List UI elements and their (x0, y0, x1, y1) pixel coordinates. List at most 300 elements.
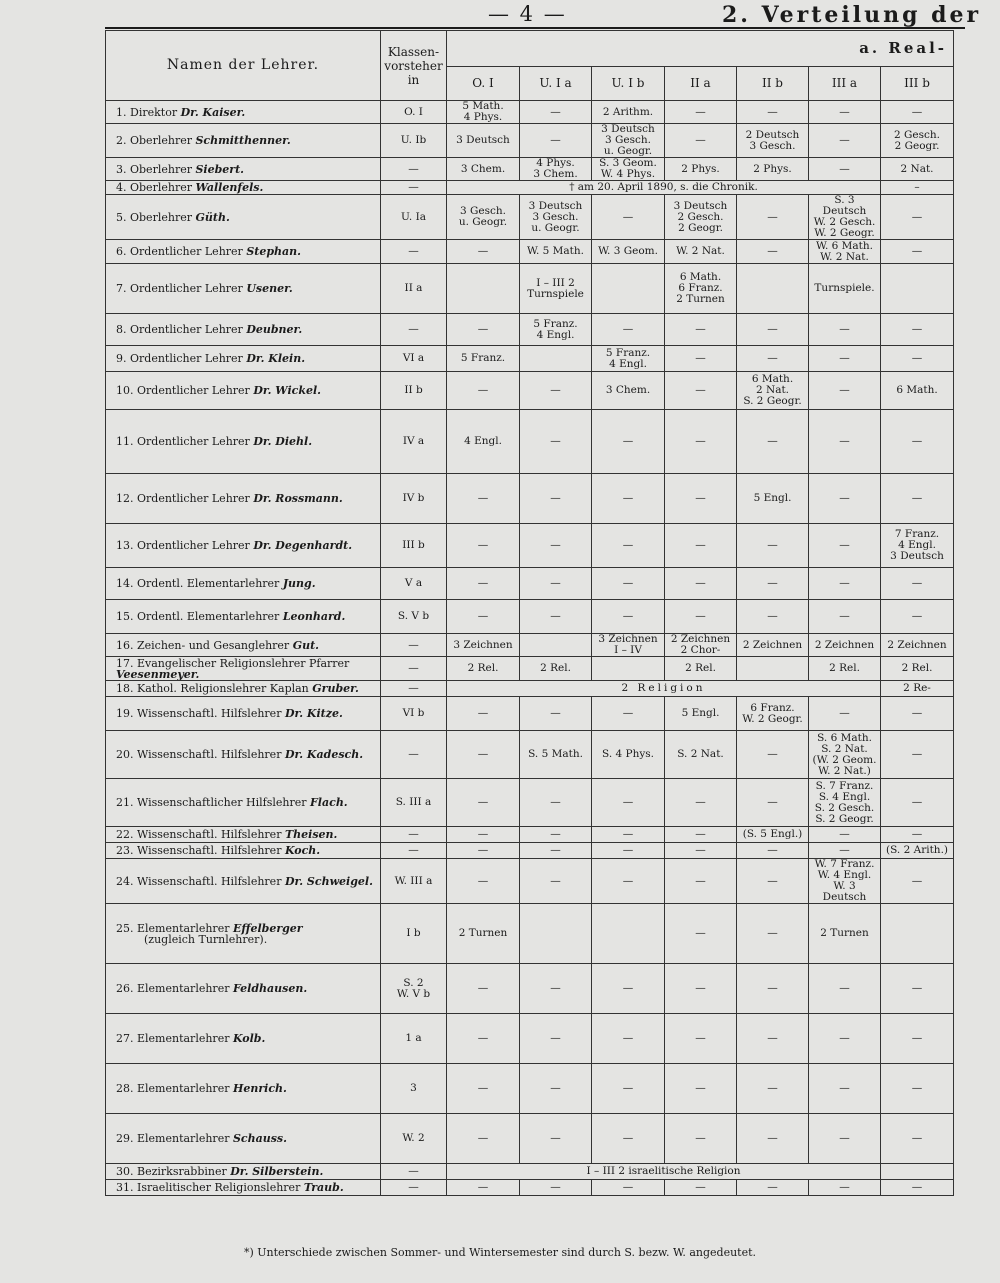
teacher-name-cell (106, 904, 381, 964)
teacher-title: Wissenschaftlicher Hilfslehrer (137, 796, 307, 809)
column-header: II b (737, 67, 809, 101)
teacher-name-cell (106, 524, 381, 568)
teacher-title: Ordentlicher Lehrer (130, 323, 243, 336)
table-row (106, 314, 954, 346)
column-header: O. I (447, 67, 520, 101)
schedule-cell: — (881, 1114, 954, 1164)
schedule-cell: — (447, 731, 520, 779)
teacher-name-cell (106, 697, 381, 731)
schedule-cell: — (520, 859, 592, 904)
schedule-cell: S. 3 Geom. W. 4 Phys. (592, 158, 665, 181)
table-row (106, 731, 954, 779)
teacher-title: Ordentlicher Lehrer (130, 352, 243, 365)
teacher-name-cell (106, 681, 381, 697)
schedule-cell: W. 2 Nat. (665, 240, 737, 264)
schedule-cell: — (881, 410, 954, 474)
teacher-name-cell (106, 779, 381, 827)
schedule-cell: — (737, 964, 809, 1014)
teacher-name: Effelberger (232, 921, 303, 935)
teacher-name-cell (106, 1114, 381, 1164)
schedule-cell: — (592, 1114, 665, 1164)
schedule-cell: — (737, 568, 809, 600)
schedule-cell: 2 Arithm. (592, 101, 665, 124)
schedule-cell: — (881, 346, 954, 372)
schedule-cell: 3 Deutsch (447, 124, 520, 158)
column-header: U. I a (520, 67, 592, 101)
row-number: 10. (116, 384, 134, 397)
teacher-title: Ordentlicher Lehrer (137, 492, 250, 505)
schedule-cell: — (737, 1014, 809, 1064)
schedule-cell: — (737, 779, 809, 827)
class-teacher-cell: — (381, 843, 447, 859)
schedule-cell: S. 6 Math. S. 2 Nat. (W. 2 Geom. W. 2 Nat.) (809, 731, 881, 779)
class-teacher-cell: U. Ib (381, 124, 447, 158)
schedule-cell: 3 Deutsch 2 Gesch. 2 Geogr. (665, 195, 737, 240)
row-number: 16. (116, 638, 134, 652)
schedule-cell (881, 1164, 954, 1180)
table-row (106, 181, 954, 195)
schedule-cell: — (447, 314, 520, 346)
schedule-cell: — (447, 1114, 520, 1164)
schedule-cell: 2 Rel. (809, 657, 881, 681)
schedule-cell: — (737, 524, 809, 568)
table-row (106, 264, 954, 314)
class-teacher-cell: III b (381, 524, 447, 568)
schedule-cell (592, 904, 665, 964)
schedule-cell: — (665, 568, 737, 600)
row-number: 31. (116, 1181, 134, 1194)
teacher-name: Stephan. (246, 245, 301, 258)
schedule-cell: 2 Turnen (447, 904, 520, 964)
teacher-name-cell (106, 474, 381, 524)
row-number: 27. (116, 1032, 134, 1045)
class-teacher-cell: IV b (381, 474, 447, 524)
schedule-cell: 2 Deutsch 3 Gesch. (737, 124, 809, 158)
table-row (106, 124, 954, 158)
header-class-teacher: Klassen- vorsteher in (381, 31, 447, 101)
table-row (106, 240, 954, 264)
schedule-cell: 3 Deutsch 3 Gesch. u. Geogr. (520, 195, 592, 240)
page-number: — 4 — (488, 2, 567, 26)
schedule-cell: — (665, 1064, 737, 1114)
schedule-cell: — (592, 827, 665, 843)
column-header: II a (665, 67, 737, 101)
schedule-cell: 2 Zeichnen 2 Chor- (665, 634, 737, 657)
teacher-name: Güth. (195, 210, 230, 224)
row-number: 28. (116, 1082, 134, 1095)
teacher-name-cell (106, 410, 381, 474)
schedule-cell: — (809, 697, 881, 731)
teacher-name: Leonhard. (282, 610, 346, 623)
schedule-cell: 2 Rel. (447, 657, 520, 681)
row-number: 12. (116, 492, 134, 505)
schedule-cell (520, 904, 592, 964)
row-number: 13. (116, 539, 134, 552)
table-row (106, 1064, 954, 1114)
schedule-cell: 2 Nat. (881, 158, 954, 181)
schedule-cell: — (520, 124, 592, 158)
table-row (106, 158, 954, 181)
schedule-cell: — (520, 600, 592, 634)
schedule-cell: — (447, 372, 520, 410)
schedule-cell: — (881, 1180, 954, 1196)
schedule-cell: — (809, 1064, 881, 1114)
teacher-name-cell (106, 346, 381, 372)
class-teacher-cell: V a (381, 568, 447, 600)
teacher-name: Jung. (282, 577, 316, 590)
schedule-cell: — (809, 474, 881, 524)
schedule-cell: — (520, 843, 592, 859)
schedule-cell: — (881, 1064, 954, 1114)
teacher-title: Wissenschaftl. Hilfslehrer (137, 748, 282, 761)
teacher-title: Wissenschaftl. Hilfslehrer (137, 707, 282, 720)
teacher-title: Wissenschaftl. Hilfslehrer (137, 844, 282, 857)
teacher-title: Elementarlehrer (137, 1132, 230, 1145)
schedule-cell: — (520, 524, 592, 568)
schedule-cell: — (881, 240, 954, 264)
table-row (106, 372, 954, 410)
teacher-note: (zugleich Turnlehrer). (144, 932, 268, 946)
schedule-cell: W. 5 Math. (520, 240, 592, 264)
schedule-cell: — (447, 697, 520, 731)
class-teacher-cell: O. I (381, 101, 447, 124)
teacher-title: Ordentlicher Lehrer (137, 384, 250, 397)
table-row (106, 600, 954, 634)
class-teacher-cell: — (381, 827, 447, 843)
row-number: 9. (116, 352, 127, 365)
schedule-cell: 4 Engl. (447, 410, 520, 474)
teacher-name-cell (106, 568, 381, 600)
class-teacher-cell: — (381, 681, 447, 697)
teacher-title: Zeichen- und Gesanglehrer (137, 638, 290, 652)
teacher-title: Oberlehrer (130, 210, 192, 224)
schedule-cell: — (737, 1114, 809, 1164)
schedule-cell: — (809, 1114, 881, 1164)
row-number: 24. (116, 874, 134, 888)
row-number: 1. (116, 105, 127, 119)
schedule-cell: — (592, 474, 665, 524)
teacher-title: Oberlehrer (130, 134, 192, 147)
schedule-cell: — (520, 1014, 592, 1064)
teacher-name: Dr. Silberstein. (230, 1165, 324, 1178)
schedule-cell: 3 Chem. (592, 372, 665, 410)
teacher-title: Oberlehrer (130, 181, 192, 194)
schedule-cell: — (737, 195, 809, 240)
schedule-cell: 2 Zeichnen (737, 634, 809, 657)
table-row (106, 843, 954, 859)
header-real-group: a. Real- (447, 31, 954, 67)
table-row (106, 410, 954, 474)
schedule-cell: — (592, 779, 665, 827)
schedule-cell: — (592, 964, 665, 1014)
schedule-cell: — (447, 859, 520, 904)
row-number: 19. (116, 707, 134, 720)
schedule-cell: — (447, 1064, 520, 1114)
teacher-name-cell (106, 240, 381, 264)
row-number: 8. (116, 323, 127, 336)
schedule-cell: — (737, 731, 809, 779)
teacher-name: Dr. Kadesch. (284, 748, 364, 761)
class-teacher-cell: — (381, 1164, 447, 1180)
schedule-cell: — (881, 827, 954, 843)
schedule-cell: — (809, 346, 881, 372)
teacher-name: Dr. Schweigel. (284, 874, 373, 888)
teacher-name: Deubner. (246, 323, 303, 336)
schedule-cell: 2 Rel. (520, 657, 592, 681)
schedule-cell: S. 5 Math. (520, 731, 592, 779)
schedule-cell: — (737, 410, 809, 474)
schedule-cell: — (665, 346, 737, 372)
spanning-note-cell: 2 Religion (447, 681, 881, 697)
schedule-cell: — (592, 1014, 665, 1064)
column-header: III a (809, 67, 881, 101)
schedule-cell: — (809, 1180, 881, 1196)
class-teacher-cell: W. III a (381, 859, 447, 904)
schedule-cell (737, 657, 809, 681)
schedule-cell: 2 Zeichnen (809, 634, 881, 657)
teacher-name-cell (106, 827, 381, 843)
row-number: 15. (116, 610, 134, 623)
schedule-cell: 3 Chem. (447, 158, 520, 181)
teacher-name: Gruber. (312, 682, 359, 695)
table-row (106, 827, 954, 843)
schedule-cell: — (665, 124, 737, 158)
teacher-name: Henrich. (232, 1082, 287, 1095)
table-row (106, 657, 954, 681)
teacher-name-cell (106, 1064, 381, 1114)
teacher-name-cell (106, 634, 381, 657)
section-title: 2. Verteilung der (722, 2, 982, 28)
teacher-name-cell (106, 158, 381, 181)
schedule-cell: — (592, 195, 665, 240)
table-row (106, 859, 954, 904)
schedule-cell: — (737, 314, 809, 346)
schedule-cell: 2 Turnen (809, 904, 881, 964)
schedule-cell (881, 264, 954, 314)
class-teacher-cell: — (381, 158, 447, 181)
schedule-cell: — (447, 600, 520, 634)
row-number: 14. (116, 577, 134, 590)
teacher-title: Wissenschaftl. Hilfslehrer (137, 874, 282, 888)
teacher-name: Theisen. (284, 828, 338, 841)
schedule-cell: — (520, 568, 592, 600)
schedule-cell: — (447, 779, 520, 827)
class-teacher-cell: VI a (381, 346, 447, 372)
schedule-cell: 2 Re- (881, 681, 954, 697)
row-number: 11. (116, 435, 134, 448)
schedule-cell: — (520, 101, 592, 124)
class-teacher-cell: S. 2 W. V b (381, 964, 447, 1014)
schedule-cell: — (881, 964, 954, 1014)
schedule-cell: — (447, 1014, 520, 1064)
teacher-name: Dr. Degenhardt. (253, 539, 353, 552)
schedule-cell: W. 3 Geom. (592, 240, 665, 264)
schedule-cell: — (881, 1014, 954, 1064)
schedule-cell: — (520, 1180, 592, 1196)
class-teacher-cell: — (381, 1180, 447, 1196)
table-row (106, 474, 954, 524)
schedule-cell: 6 Math. 6 Franz. 2 Turnen (665, 264, 737, 314)
teacher-name: Veesenmeyer. (116, 667, 200, 681)
schedule-cell: 2 Rel. (881, 657, 954, 681)
schedule-cell: S. 3 Deutsch W. 2 Gesch. W. 2 Geogr. (809, 195, 881, 240)
schedule-cell: — (665, 843, 737, 859)
schedule-cell: — (881, 568, 954, 600)
schedule-cell: — (592, 600, 665, 634)
class-teacher-cell: IV a (381, 410, 447, 474)
schedule-cell: — (737, 101, 809, 124)
schedule-cell: — (665, 827, 737, 843)
teacher-name: Koch. (284, 844, 321, 857)
row-number: 5. (116, 210, 127, 224)
row-number: 25. (116, 921, 134, 935)
teacher-name: Dr. Wickel. (253, 384, 321, 397)
schedule-cell: – (881, 181, 954, 195)
schedule-cell (592, 264, 665, 314)
row-number: 6. (116, 245, 127, 258)
schedule-cell: — (809, 158, 881, 181)
table-row (106, 681, 954, 697)
table-row (106, 634, 954, 657)
table-row (106, 697, 954, 731)
schedule-cell: — (809, 843, 881, 859)
teacher-title: Oberlehrer (130, 162, 192, 176)
schedule-cell: S. 7 Franz. S. 4 Engl. S. 2 Gesch. S. 2 Geogr. (809, 779, 881, 827)
table-row (106, 1114, 954, 1164)
schedule-cell: — (665, 1180, 737, 1196)
teacher-title: Israelitischer Religionslehrer (137, 1181, 301, 1194)
class-teacher-cell: II b (381, 372, 447, 410)
teacher-name-cell (106, 657, 381, 681)
row-number: 20. (116, 748, 134, 761)
schedule-cell: 2 Phys. (737, 158, 809, 181)
schedule-cell: — (665, 372, 737, 410)
schedule-cell (881, 904, 954, 964)
teacher-title: Wissenschaftl. Hilfslehrer (137, 828, 282, 841)
teacher-name: Feldhausen. (232, 982, 308, 995)
schedule-cell: 3 Zeichnen (447, 634, 520, 657)
table-row (106, 1014, 954, 1064)
schedule-cell: — (737, 600, 809, 634)
teacher-title: Ordentlicher Lehrer (137, 539, 250, 552)
table-row (106, 101, 954, 124)
schedule-cell: — (737, 346, 809, 372)
schedule-cell: — (809, 372, 881, 410)
schedule-cell: — (447, 827, 520, 843)
class-teacher-cell: — (381, 657, 447, 681)
schedule-cell: 5 Math. 4 Phys. (447, 101, 520, 124)
row-number: 7. (116, 282, 127, 295)
table-row (106, 779, 954, 827)
teacher-name-cell (106, 731, 381, 779)
header-teacher-names: Namen der Lehrer. (106, 31, 381, 101)
class-teacher-cell: — (381, 314, 447, 346)
schedule-cell: — (592, 1180, 665, 1196)
teacher-title: Evangelischer Religionslehrer Pfarrer (137, 656, 350, 670)
schedule-cell (737, 264, 809, 314)
schedule-cell (520, 346, 592, 372)
schedule-cell: — (809, 410, 881, 474)
schedule-cell: 5 Franz. 4 Engl. (592, 346, 665, 372)
page-header (0, 0, 1000, 30)
schedule-cell: 3 Zeichnen I – IV (592, 634, 665, 657)
schedule-cell: — (665, 474, 737, 524)
schedule-cell: — (809, 314, 881, 346)
row-number: 22. (116, 828, 134, 841)
teacher-name-cell (106, 1180, 381, 1196)
schedule-cell: — (809, 524, 881, 568)
schedule-cell: 2 Phys. (665, 158, 737, 181)
header-rule (105, 27, 965, 29)
row-number: 18. (116, 682, 134, 695)
teacher-name-cell (106, 843, 381, 859)
schedule-cell: — (737, 843, 809, 859)
schedule-cell: — (447, 568, 520, 600)
teacher-name-cell (106, 181, 381, 195)
schedule-cell: 2 Rel. (665, 657, 737, 681)
teacher-name: Siebert. (195, 162, 244, 176)
schedule-cell: — (592, 524, 665, 568)
schedule-cell: — (665, 859, 737, 904)
teacher-name: Dr. Diehl. (253, 435, 313, 448)
teacher-title: Ordentlicher Lehrer (137, 435, 250, 448)
teacher-name: Schmitthenner. (195, 134, 291, 147)
footnote: *) Unterschiede zwischen Sommer- und Wintersemester sind durch S. bezw. W. angedeutet. (243, 1246, 757, 1259)
class-teacher-cell: 3 (381, 1064, 447, 1114)
class-teacher-cell: S. III a (381, 779, 447, 827)
schedule-cell: — (665, 964, 737, 1014)
teacher-schedule-table (105, 30, 954, 1196)
schedule-cell: W. 6 Math. W. 2 Nat. (809, 240, 881, 264)
schedule-cell: — (809, 964, 881, 1014)
schedule-cell (520, 634, 592, 657)
teacher-name-cell (106, 101, 381, 124)
row-number: 2. (116, 134, 127, 147)
class-teacher-cell: W. 2 (381, 1114, 447, 1164)
class-teacher-cell: II a (381, 264, 447, 314)
schedule-cell: — (665, 904, 737, 964)
row-number: 17. (116, 656, 134, 670)
teacher-name: Dr. Klein. (246, 352, 306, 365)
schedule-cell: — (881, 600, 954, 634)
schedule-cell: 5 Engl. (737, 474, 809, 524)
schedule-cell: (S. 2 Arith.) (881, 843, 954, 859)
teacher-name-cell (106, 264, 381, 314)
teacher-title: Bezirksrabbiner (137, 1165, 227, 1178)
schedule-cell: — (881, 195, 954, 240)
schedule-cell: 2 Zeichnen (881, 634, 954, 657)
class-teacher-cell: 1 a (381, 1014, 447, 1064)
schedule-cell: — (809, 568, 881, 600)
schedule-cell: — (809, 124, 881, 158)
schedule-cell: 6 Math. (881, 372, 954, 410)
schedule-cell: — (520, 964, 592, 1014)
teacher-title: Ordentlicher Lehrer (130, 282, 243, 295)
class-teacher-cell: I b (381, 904, 447, 964)
schedule-cell: — (447, 843, 520, 859)
schedule-cell: — (881, 697, 954, 731)
row-number: 4. (116, 181, 127, 194)
schedule-cell: — (737, 240, 809, 264)
teacher-name: Traub. (303, 1181, 344, 1194)
row-number: 21. (116, 796, 134, 809)
table-row (106, 195, 954, 240)
schedule-cell: — (809, 600, 881, 634)
schedule-cell: 3 Deutsch 3 Gesch. u. Geogr. (592, 124, 665, 158)
schedule-cell: — (665, 101, 737, 124)
schedule-cell: S. 4 Phys. (592, 731, 665, 779)
teacher-name: Gut. (292, 638, 320, 652)
